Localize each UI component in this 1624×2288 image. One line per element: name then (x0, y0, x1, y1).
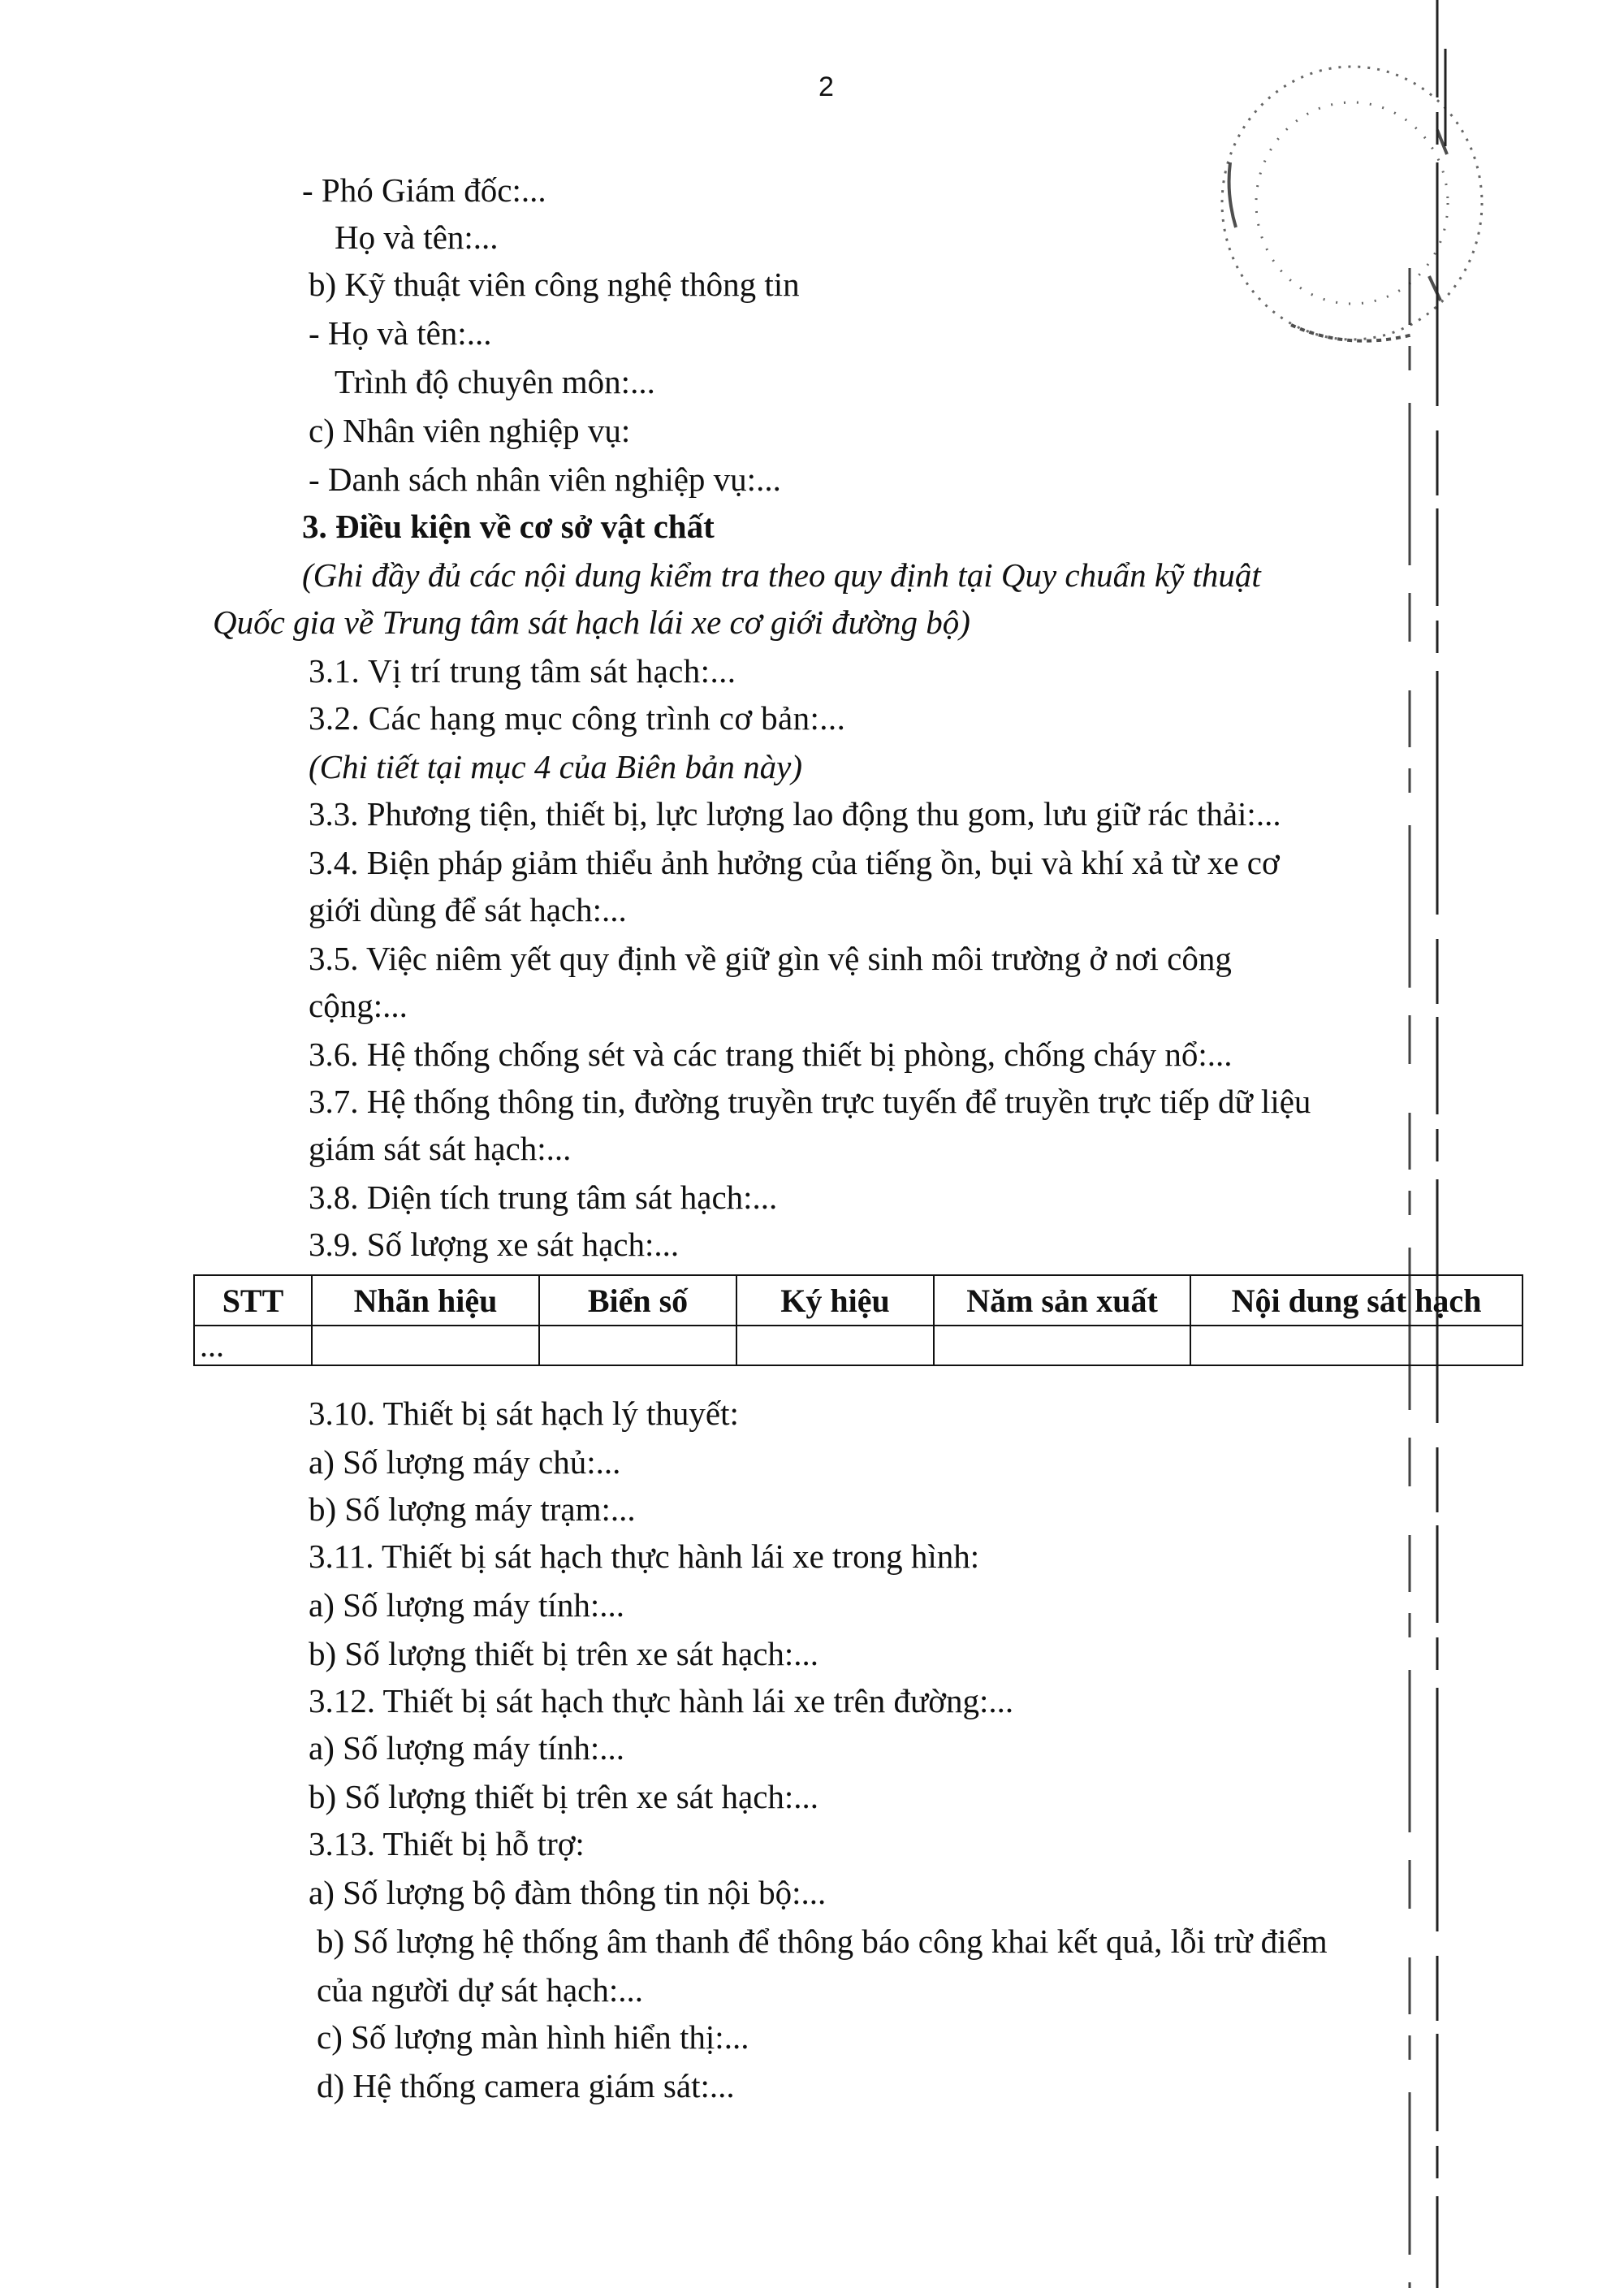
text-line: Quốc gia về Trung tâm sát hạch lái xe cơ giới đường bộ) (213, 603, 970, 641)
text-line: Họ và tên:... (335, 218, 499, 256)
text-line: 3.5. Việc niêm yết quy định về giữ gìn vệ sinh môi trường ở nơi công (309, 940, 1232, 977)
table-cell (1190, 1326, 1522, 1365)
text-line: b) Số lượng thiết bị trên xe sát hạch:... (309, 1635, 819, 1672)
table-header-cell: Nhãn hiệu (312, 1275, 539, 1326)
text-line: b) Kỹ thuật viên công nghệ thông tin (309, 266, 800, 303)
table-header-row (194, 1275, 1522, 1326)
text-line: b) Số lượng hệ thống âm thanh để thông báo công khai kết quả, lỗi trừ điểm (317, 1923, 1328, 1960)
margin-scan-lines (1380, 0, 1453, 2288)
text-line: Trình độ chuyên môn:... (335, 363, 655, 400)
table-header-cell: STT (194, 1275, 312, 1326)
table-header-cell: Năm sản xuất (934, 1275, 1190, 1326)
text-line: 3.13. Thiết bị hỗ trợ: (309, 1825, 585, 1862)
table-header-cell: Nội dung sát hạch (1190, 1275, 1522, 1326)
text-line: d) Hệ thống camera giám sát:... (317, 2067, 735, 2104)
text-line: của người dự sát hạch:... (317, 1971, 643, 2009)
text-line: 3.8. Diện tích trung tâm sát hạch:... (309, 1179, 778, 1216)
section-heading: 3. Điều kiện về cơ sở vật chất (302, 508, 715, 545)
table-header-cell: Biển số (539, 1275, 736, 1326)
seal-stamp (1194, 32, 1502, 374)
text-line: - Phó Giám đốc:... (302, 171, 546, 209)
text-line: - Họ và tên:... (309, 314, 492, 352)
text-line: giám sát sát hạch:... (309, 1130, 572, 1167)
text-line: b) Số lượng máy trạm:... (309, 1490, 636, 1528)
text-line: 3.4. Biện pháp giảm thiểu ảnh hưởng của tiếng ồn, bụi và khí xả từ xe cơ (309, 844, 1280, 881)
vehicle-table (193, 1274, 1523, 1366)
text-line: 3.12. Thiết bị sát hạch thực hành lái xe trên đường:... (309, 1682, 1014, 1719)
text-line: 3.11. Thiết bị sát hạch thực hành lái xe trong hình: (309, 1538, 980, 1575)
text-line: c) Số lượng màn hình hiển thị:... (317, 2018, 749, 2056)
table-cell (312, 1326, 539, 1365)
text-line: 3.6. Hệ thống chống sét và các trang thiết bị phòng, chống cháy nổ:... (309, 1036, 1233, 1073)
table-cell (934, 1326, 1190, 1365)
text-line: (Ghi đầy đủ các nội dung kiểm tra theo quy định tại Quy chuẩn kỹ thuật (302, 556, 1261, 594)
text-line: a) Số lượng máy tính:... (309, 1729, 624, 1767)
text-line: 3.10. Thiết bị sát hạch lý thuyết: (309, 1395, 739, 1432)
text-line: a) Số lượng bộ đàm thông tin nội bộ:... (309, 1874, 827, 1911)
table-cell (736, 1326, 934, 1365)
text-line: 3.3. Phương tiện, thiết bị, lực lượng lao động thu gom, lưu giữ rác thải:... (309, 795, 1281, 833)
table-cell: ... (194, 1326, 312, 1365)
text-line: a) Số lượng máy chủ:... (309, 1443, 621, 1481)
text-line: 3.9. Số lượng xe sát hạch:... (309, 1226, 680, 1263)
text-line: - Danh sách nhân viên nghiệp vụ:... (309, 461, 781, 498)
text-line: cộng:... (309, 987, 408, 1024)
text-line: c) Nhân viên nghiệp vụ: (309, 412, 631, 449)
table-header-cell: Ký hiệu (736, 1275, 934, 1326)
text-line: b) Số lượng thiết bị trên xe sát hạch:... (309, 1778, 819, 1815)
table-row (194, 1326, 1522, 1365)
text-line: a) Số lượng máy tính:... (309, 1586, 624, 1624)
text-line: 3.2. Các hạng mục công trình cơ bản:... (309, 699, 846, 737)
table-cell (539, 1326, 736, 1365)
text-line: giới dùng để sát hạch:... (309, 891, 627, 928)
text-line: 3.7. Hệ thống thông tin, đường truyền trực tuyến để truyền trực tiếp dữ liệu (309, 1083, 1311, 1120)
text-line: (Chi tiết tại mục 4 của Biên bản này) (309, 748, 803, 785)
page-number: 2 (818, 71, 834, 102)
text-line: 3.1. Vị trí trung tâm sát hạch:... (309, 652, 736, 690)
